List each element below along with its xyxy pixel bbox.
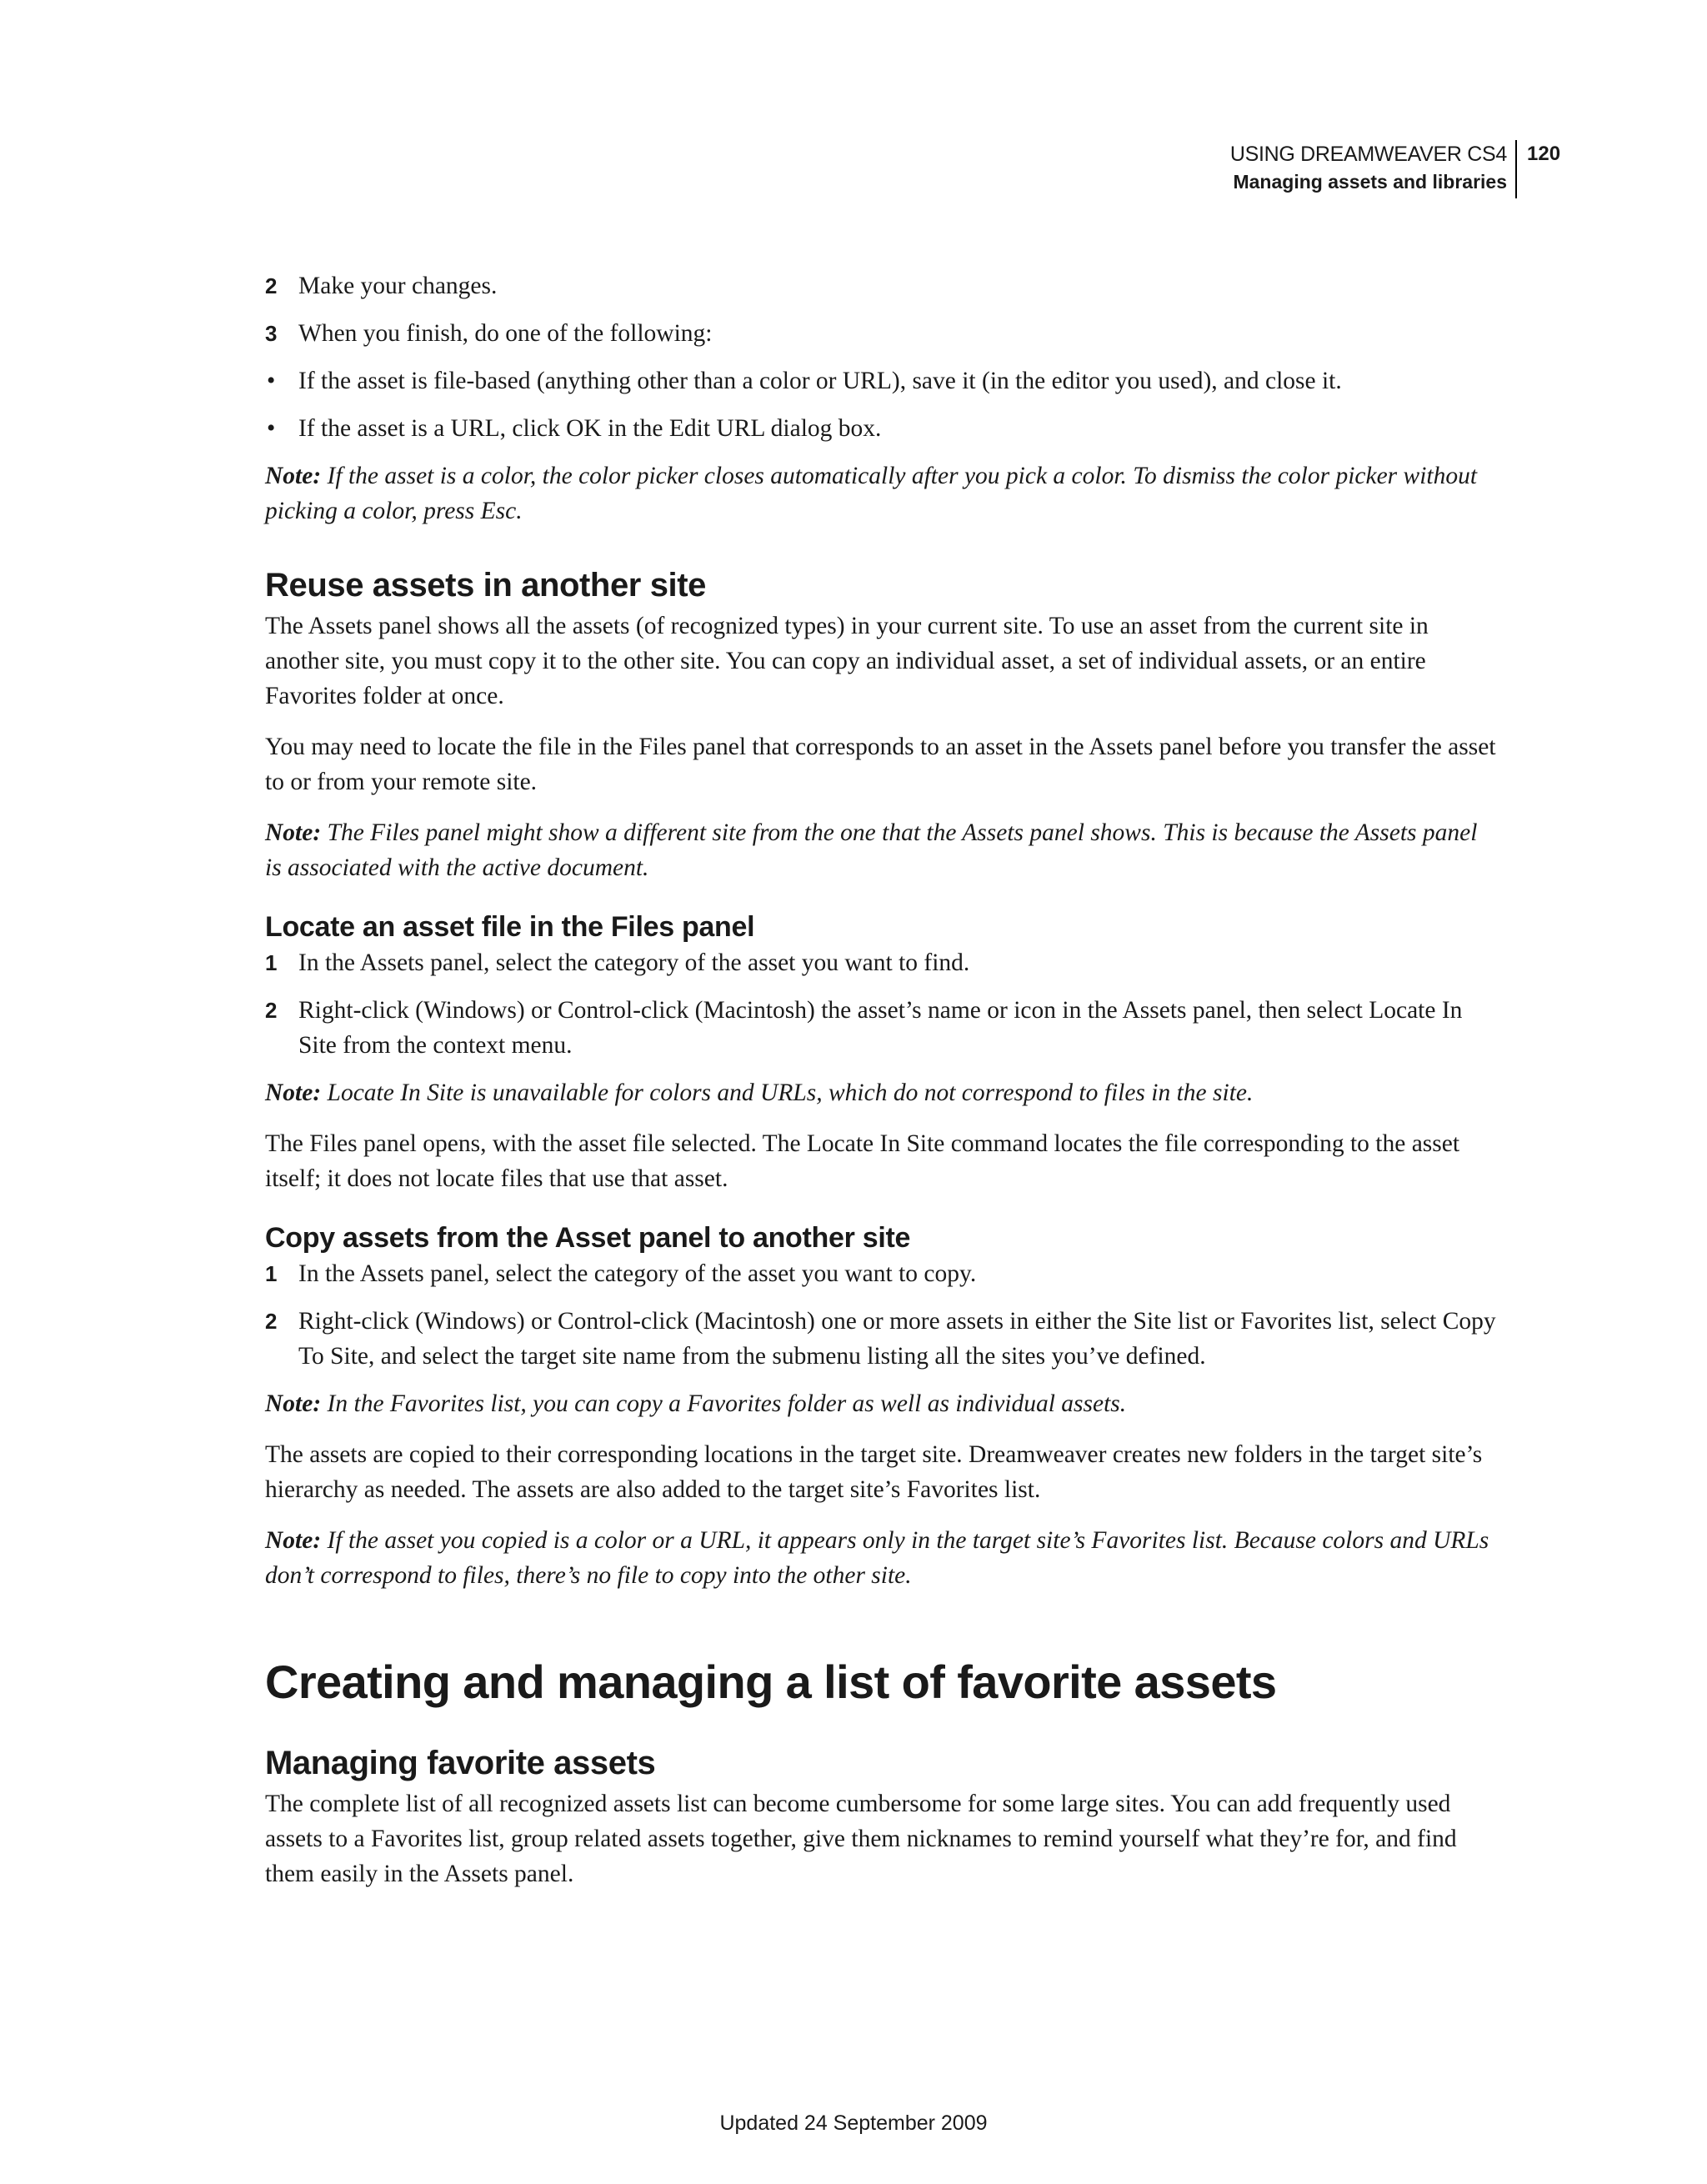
note-label: Note:: [265, 1390, 322, 1417]
step-number: 1: [265, 950, 278, 975]
running-header: [767, 140, 1517, 200]
step-2-make-changes: [265, 268, 1499, 303]
note-color-url: [265, 1523, 1499, 1593]
step-1-select-category-copy: [265, 1256, 1499, 1291]
bullet-mark: •: [267, 368, 276, 394]
heading-locate-asset: Locate an asset file in the Files panel: [265, 911, 755, 943]
paragraph-locate-file: You may need to locate the file in the Files panel that corresponds to an asset in the Assets panel before you transfer the asset to or from your remote site.: [265, 734, 1496, 795]
step-1-select-category: [265, 945, 1499, 980]
footer-updated: Updated 24 September 2009: [719, 2111, 988, 2135]
note-label: Note:: [265, 1079, 322, 1106]
note-label: Note:: [265, 1527, 322, 1554]
note-locate-in-site: [265, 1075, 1499, 1110]
heading-managing-favorites: Managing favorite assets: [265, 1745, 656, 1781]
heading-copy-assets: Copy assets from the Asset panel to another site: [265, 1222, 911, 1254]
note-text: If the asset you copied is a color or a URL, it appears only in the target site’s Favorites list. Because colors and URLs don’t correspond to files, there’s no file to copy into the other site.: [265, 1527, 1489, 1589]
note-color-picker: [265, 458, 1499, 528]
step-text: In the Assets panel, select the category of the asset you want to find.: [298, 949, 970, 976]
header-title: USING DREAMWEAVER CS4: [1229, 143, 1507, 166]
heading-reuse-assets: Reuse assets in another site: [265, 567, 707, 604]
page-number: 120: [1527, 143, 1561, 165]
bullet-mark: •: [267, 415, 276, 442]
bullet-text: If the asset is file-based (anything other than a color or URL), save it (in the editor you used), and close it.: [298, 368, 1342, 394]
step-2-copy-to-site: [265, 1304, 1499, 1374]
note-text: The Files panel might show a different site from the one that the Assets panel shows. This is because the Assets panel is associated with the active document.: [265, 819, 1478, 881]
step-text: Right-click (Windows) or Control-click (Macintosh) the asset’s name or icon in the Assets panel, then select Locate In Site from the context menu.: [298, 997, 1463, 1059]
step-number: 2: [265, 1309, 278, 1334]
note-label: Note:: [265, 463, 322, 489]
bullet-file-based: [265, 363, 1499, 398]
chapter-heading-favorites: Creating and managing a list of favorite assets: [265, 1656, 1277, 1708]
note-text: Locate In Site is unavailable for colors and URLs, which do not correspond to files in the site.: [321, 1079, 1254, 1106]
note-favorites-folder: [265, 1386, 1499, 1421]
step-text: Right-click (Windows) or Control-click (Macintosh) one or more assets in either the Site list or Favorites list, select Copy To Site, and select the target site name from the submenu listing all the sites you’ve defined.: [298, 1308, 1496, 1370]
paragraph-files-panel-opens: The Files panel opens, with the asset file selected. The Locate In Site command locates the file corresponding to the asset itself; it does not locate files that use that asset.: [265, 1130, 1460, 1192]
step-number: 3: [265, 321, 278, 346]
note-text: If the asset is a color, the color picker closes automatically after you pick a color. To dismiss the color picker without picking a color, press Esc.: [265, 463, 1478, 524]
step-2-right-click: [265, 993, 1499, 1063]
step-number: 2: [265, 998, 278, 1023]
paragraph-assets-panel: The Assets panel shows all the assets (of recognized types) in your current site. To use an asset from the current site in another site, you must copy it to the other site. You can copy an individual asset, a set of individual assets, or an entire Favorites folder at once.: [265, 613, 1429, 709]
page-content: [265, 268, 1499, 1891]
header-divider: [1515, 140, 1517, 198]
step-text: When you finish, do one of the following:: [298, 320, 713, 347]
bullet-url: [265, 411, 1499, 446]
step-text: Make your changes.: [298, 273, 498, 299]
step-text: In the Assets panel, select the category of the asset you want to copy.: [298, 1260, 977, 1287]
step-number: 2: [265, 273, 278, 298]
header-subtitle: Managing assets and libraries: [1233, 171, 1507, 193]
step-3-when-finish: [265, 316, 1499, 351]
step-number: 1: [265, 1261, 278, 1286]
running-header-text: [1230, 140, 1507, 195]
note-label: Note:: [265, 819, 322, 846]
note-text: In the Favorites list, you can copy a Favorites folder as well as individual assets.: [321, 1390, 1127, 1417]
bullet-text: If the asset is a URL, click OK in the Edit URL dialog box.: [298, 415, 882, 442]
note-files-panel: [265, 815, 1499, 885]
paragraph-favorites-list: The complete list of all recognized assets list can become cumbersome for some large sites. You can add frequently used assets to a Favorites list, group related assets together, give them nicknames to remind yourself what they’re for, and find them easily in the Assets panel.: [265, 1791, 1457, 1887]
paragraph-assets-copied: The assets are copied to their corresponding locations in the target site. Dreamweaver creates new folders in the target site’s hierarchy as needed. The assets are also added to the target site’s Favorites list.: [265, 1441, 1483, 1503]
